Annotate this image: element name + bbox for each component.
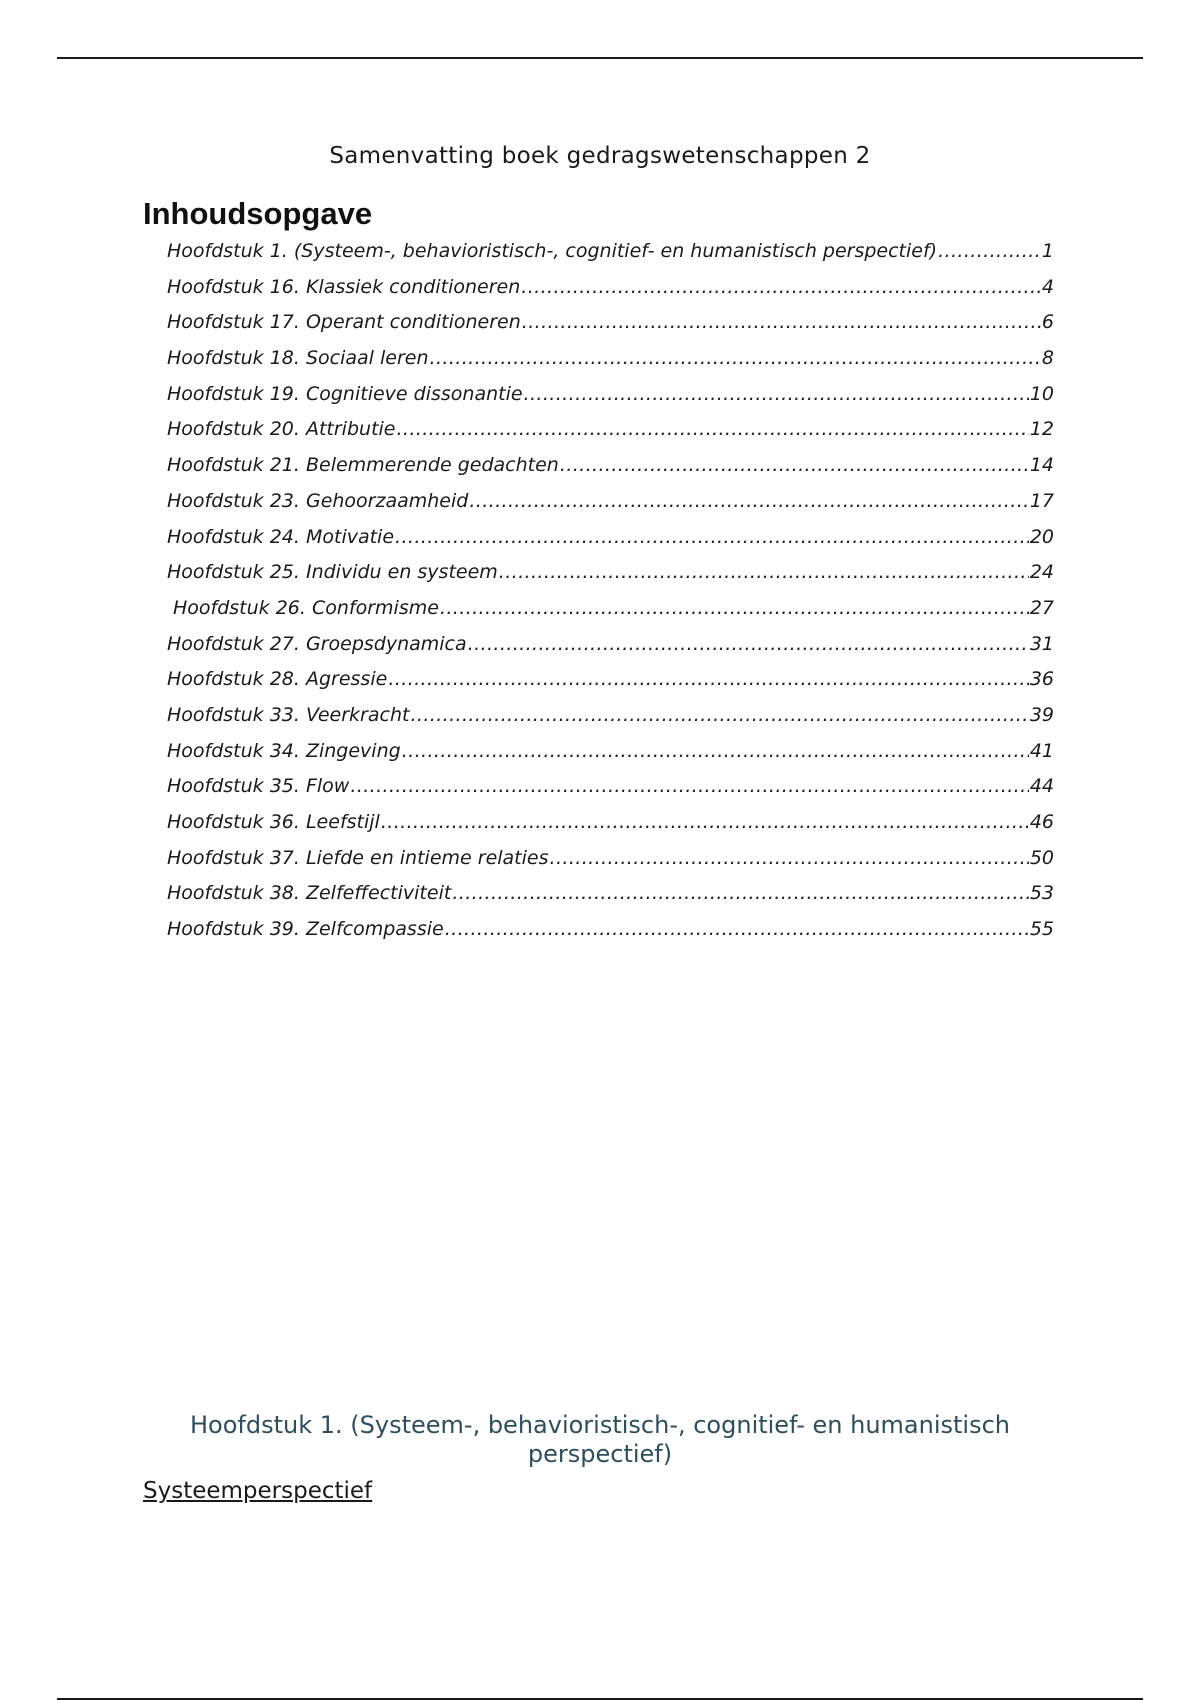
toc-entry[interactable]: [167, 526, 1054, 562]
toc-dot-leader: [410, 704, 1028, 726]
table-of-contents: [167, 240, 1054, 954]
chapter-heading-line: Hoofdstuk 1. (Systeem-, behavioristisch-, cognitief- en humanistisch: [190, 1411, 1010, 1439]
toc-entry[interactable]: [167, 418, 1054, 454]
toc-entry-page: 46: [1029, 811, 1054, 833]
toc-dot-leader: [445, 918, 1029, 940]
toc-entry-page: 17: [1029, 489, 1054, 512]
toc-entry-title: Hoofdstuk 25. Individu en systeem: [167, 561, 498, 584]
document-title: Samenvatting boek gedragswetenschappen 2: [329, 143, 871, 169]
toc-entry-page: 8: [1041, 347, 1054, 370]
toc-entry-page: 1: [1041, 240, 1054, 262]
toc-dot-leader: [521, 276, 1041, 298]
toc-entry-page: 24: [1029, 561, 1054, 584]
toc-entry-title: Hoofdstuk 17. Operant conditioneren: [167, 311, 521, 334]
toc-entry-title: Hoofdstuk 20. Attributie: [167, 418, 396, 441]
toc-dot-leader: [499, 561, 1029, 583]
toc-entry-title: Hoofdstuk 26. Conformisme: [173, 596, 439, 619]
chapter-heading-line: perspectief): [527, 1440, 673, 1468]
toc-entry-title: Hoofdstuk 33. Veerkracht: [167, 703, 410, 726]
toc-entry-title: Hoofdstuk 18. Sociaal leren: [167, 347, 429, 370]
toc-entry-title: Hoofdstuk 35. Flow: [167, 775, 350, 798]
toc-entry-title: Hoofdstuk 16. Klassiek conditioneren: [167, 275, 521, 298]
toc-entry-page: 55: [1029, 918, 1054, 941]
toc-entry[interactable]: [167, 775, 1054, 811]
toc-entry[interactable]: [167, 561, 1054, 597]
toc-entry-page: 36: [1029, 668, 1054, 691]
toc-entry-title: Hoofdstuk 19. Cognitieve dissonantie: [167, 382, 523, 405]
toc-dot-leader: [430, 347, 1041, 369]
toc-entry-title: Hoofdstuk 28. Agressie: [167, 668, 388, 691]
toc-entry-page: 27: [1029, 596, 1054, 619]
toc-entry[interactable]: [167, 668, 1054, 704]
toc-dot-leader: [396, 418, 1028, 440]
chapter-heading: [0, 1411, 1200, 1469]
toc-dot-leader: [468, 633, 1029, 655]
toc-dot-leader: [522, 311, 1041, 333]
toc-entry-title: Hoofdstuk 38. Zelfeffectiviteit: [167, 882, 452, 905]
toc-entry-page: 39: [1029, 703, 1054, 726]
toc-dot-leader: [402, 740, 1029, 762]
toc-entry-page: 41: [1029, 739, 1054, 762]
toc-entry-title: Hoofdstuk 23. Gehoorzaamheid: [167, 489, 469, 512]
toc-entry-title: Hoofdstuk 24. Motivatie: [167, 525, 395, 548]
toc-entry[interactable]: [167, 882, 1054, 918]
toc-dot-leader: [395, 526, 1029, 548]
toc-entry[interactable]: [167, 240, 1054, 276]
toc-entry[interactable]: [167, 383, 1054, 419]
section-heading: Systeemperspectief: [143, 1478, 373, 1504]
toc-dot-leader: [469, 490, 1028, 512]
toc-entry-page: 12: [1029, 418, 1054, 441]
toc-entry[interactable]: [167, 454, 1054, 490]
toc-entry-page: 53: [1029, 882, 1054, 905]
toc-entry-title: Hoofdstuk 1. (Systeem-, behavioristisch-, cognitief- en humanistisch perspectief): [167, 240, 938, 262]
toc-dot-leader: [350, 775, 1028, 797]
header-rule: [57, 57, 1143, 59]
toc-heading: Inhoudsopgave: [143, 196, 373, 231]
toc-dot-leader: [381, 811, 1029, 833]
toc-dot-leader: [524, 383, 1029, 405]
toc-entry[interactable]: [167, 347, 1054, 383]
toc-entry[interactable]: [167, 704, 1054, 740]
toc-entry-title: Hoofdstuk 34. Zingeving: [167, 739, 401, 762]
toc-entry-page: 14: [1029, 454, 1054, 477]
toc-dot-leader: [550, 847, 1029, 869]
toc-entry-title: Hoofdstuk 27. Groepsdynamica: [167, 632, 467, 655]
toc-dot-leader: [938, 240, 1041, 262]
toc-entry-title: Hoofdstuk 39. Zelfcompassie: [167, 918, 444, 941]
toc-entry-page: 44: [1029, 775, 1054, 798]
toc-entry-title: Hoofdstuk 37. Liefde en intieme relaties: [167, 846, 549, 869]
toc-entry[interactable]: [167, 597, 1054, 633]
toc-entry[interactable]: [167, 847, 1054, 883]
toc-entry[interactable]: [167, 740, 1054, 776]
toc-entry[interactable]: [167, 918, 1054, 954]
toc-entry[interactable]: [167, 276, 1054, 312]
toc-dot-leader: [440, 597, 1029, 619]
toc-entry-title: Hoofdstuk 36. Leefstijl: [167, 811, 380, 833]
toc-entry-page: 50: [1029, 846, 1054, 869]
toc-entry-page: 20: [1029, 525, 1054, 548]
toc-entry-title: Hoofdstuk 21. Belemmerende gedachten: [167, 454, 559, 477]
toc-dot-leader: [560, 454, 1029, 476]
toc-dot-leader: [452, 882, 1029, 904]
toc-entry-page: 6: [1041, 311, 1054, 334]
toc-dot-leader: [388, 668, 1029, 690]
toc-entry[interactable]: [167, 311, 1054, 347]
toc-entry[interactable]: [167, 490, 1054, 526]
toc-entry[interactable]: [167, 633, 1054, 669]
toc-entry-page: 31: [1029, 632, 1054, 655]
toc-entry-page: 4: [1041, 275, 1054, 298]
toc-entry-page: 10: [1029, 382, 1054, 405]
toc-entry[interactable]: [167, 811, 1054, 847]
